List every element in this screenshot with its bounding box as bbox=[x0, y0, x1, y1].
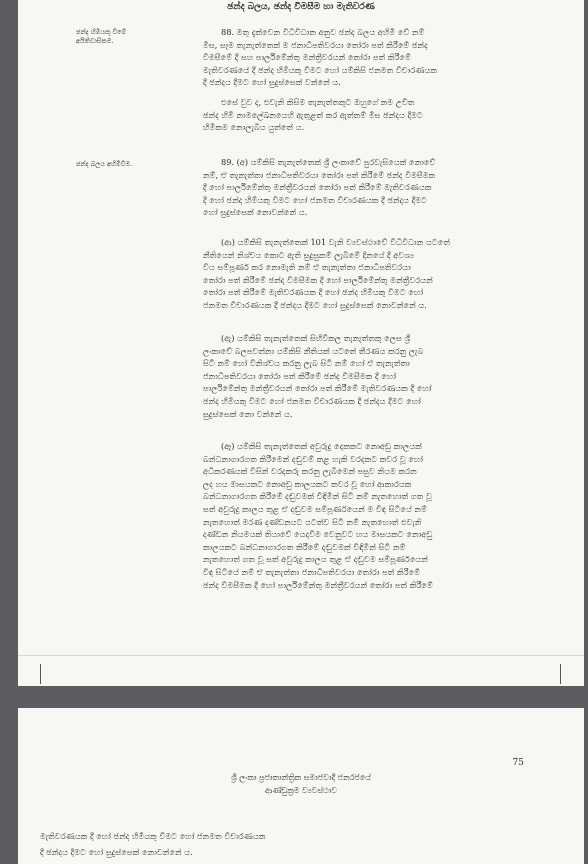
constitution-title-line1: ශ්‍රී ලංකා ප්‍රජාතාන්ත්‍රික සමාජවාදී ජනරජයේ bbox=[230, 773, 372, 782]
running-header: ඡන්ද බලය, ඡන්ද විමසීම හා මැතිවරණ bbox=[227, 2, 375, 12]
text-line: හෝ සුදුස්සෙක් නොවන්නේ ය. bbox=[203, 207, 308, 218]
text-line: හිමිකම නොලැබිය යුත්තේ ය. bbox=[203, 122, 305, 133]
text-line: බන්ධනාගාරගත කිරීමේ දඬුවමක් විඳිමින් සිටී නම් නැතහොත් ගත වූ bbox=[203, 491, 432, 502]
text-line: බන්ධනාගාරගත කිරීමෙන් දඬුවම් කළ හැකි වරදකට කවර වූ හෝ bbox=[203, 453, 423, 464]
continued-text-line1: මැතිවරණයක දී හෝ ඡන්ද හිමියකු වීමට හෝ ජනමත විචාරණයක bbox=[40, 831, 266, 841]
page-number: 75 bbox=[512, 758, 524, 768]
text-line: ලද හය මාසයකට නොඅඩු කාලයකට කවර වූ හෝ ආකාරයක bbox=[203, 478, 412, 489]
continued-text-line2: දී ඡන්දය දීමට හෝ සුදුස්සෙක් නොවන්නේ ය. bbox=[40, 847, 193, 857]
text-line: ලංකාවේ බලපවත්නා යම්කිසි නීතියක් යටතේ තීරණය කරනු ලැබ bbox=[203, 345, 424, 356]
text-line: විඳ සිටියේ නම් ඒ තැනැත්තා ජනාධිපතිවරයා තෝරා පත් කිරීමේ bbox=[203, 566, 420, 577]
text-line: සත් අවුරුදු කාලය තුළ ඒ දඬුවම සම්පූර්ණයෙන් ම විඳ සිටියේ නම් bbox=[203, 503, 427, 514]
crop-mark bbox=[560, 664, 561, 684]
text-line: (ඈ) යම්කිසි තැනැත්තෙක් අවුරුදු දෙකකට නොඅඩු කාලයක් bbox=[221, 441, 422, 451]
text-line: සුදුස්සෙක් නො වන්නේ ය. bbox=[203, 408, 293, 419]
text-line: විමසීමේ දී සහ පාර්ලිමේන්තු මන්ත්‍රීවරයන් තෝරා පත් කිරීමේ bbox=[203, 52, 411, 63]
text-line: දී ඡන්දය දීමට හෝ සුදුස්සෙක් වන්නේ ය. bbox=[203, 77, 341, 88]
text-line: නීතියෙන් නිශ්චය කොට ඇති සුදුසුකම් ලැබීමේ දිනයේ දී අවශ්‍ය bbox=[203, 249, 415, 260]
paragraph-89-aee bbox=[203, 440, 538, 591]
document-page-1 bbox=[18, 0, 584, 686]
text-line: ඡන්ද හිමි නාමලේඛනයෙහි ඇතුළත් කර ඇත්තම් මිස ඡන්දය දීමට bbox=[203, 109, 423, 120]
text-line: දණ්ඩන නියමයක් තියාවේ යෙදවීම වෙනුවට හය මාසයකට නොඅඩු bbox=[203, 529, 433, 540]
margin-note-right-to-vote: ඡන්ද හිමියකු වීමේ අයිතිවාසිකම. bbox=[76, 28, 127, 45]
text-line: නැතහොත් ගත වූ සත් අවුරුදු කාලය තුළ ඒ දඬුවම සම්පූර්ණයෙන් bbox=[203, 554, 428, 565]
text-line: විය සම්පූර්ණ කර නොමැති නම් ඒ තැනැත්තා ජනාධිපතිවරයා bbox=[203, 262, 411, 273]
text-line: දී හෝ පාර්ලිමේන්තු මන්ත්‍රීවරයන් තෝරා පත් කිරීමේ මැතිවරණයක bbox=[203, 182, 432, 193]
text-line: එසේ වුව ද, එවැනි කිසිම තැනැත්තකුට ඔහුගේ නම උචිත bbox=[221, 97, 415, 107]
paragraph-88-proviso bbox=[203, 96, 538, 134]
text-line: කාලයකට බන්ධනාගාරගත කිරීමේ දඬුවමක් විඳිමින් සිටී නම් bbox=[203, 541, 406, 552]
margin-note-disqualification: ඡන්ද බලය අහිමිවීම. bbox=[76, 160, 133, 168]
text-line: මැතිවරණයේ දී ඡන්ද හිමියකු වීමට හෝ යම්කිසි ජනමත විචාරණයක bbox=[203, 64, 438, 75]
text-line: සිටී නම් හෝ විනිශ්චය කරනු ලැබ සිටී නම් හෝ ඒ තැනැත්තා bbox=[203, 358, 410, 369]
paragraph-88 bbox=[203, 26, 538, 89]
text-line: මිස, සෑම තැනැත්තෙක් ම ජනාධිපතිවරයා තෝරා පත් කිරීමේ ඡන්ද bbox=[203, 39, 428, 50]
paragraph-89-aa bbox=[203, 236, 538, 312]
text-line: නැතහොත් මරණ දණ්ඩනයට යටත්ව සිටී නම් නැතහොත් එවැනි bbox=[203, 516, 422, 527]
text-line: ඡන්ද විමසීමක දී හෝ පාර්ලිමේන්තු මන්ත්‍රීවරයන් තෝරා පත් කිරීමේ bbox=[203, 579, 433, 590]
page-divider bbox=[18, 655, 584, 656]
text-line: නම්, ඒ තැනැත්තා ජනාධිපතිවරයා තෝරා පත් කිරීමේ ඡන්ද විමසීමක bbox=[203, 169, 436, 180]
paragraph-89-ae bbox=[203, 332, 538, 420]
text-line: (ආ) යම්කිසි තැනැත්තෙක් 101 වැනි ව්‍යවස්ථාවේ විධිවිධාන යටතේ bbox=[221, 237, 450, 247]
text-line: තෝරා පත් කිරීමේ මැතිවරණයක දී හෝ ඡන්ද හිමියකු වීමට හෝ bbox=[203, 287, 424, 298]
text-line: දී හෝ ඡන්ද හිමියකු වීමට හෝ ජනමත විචාරණයක දී ඡන්දය දීමට bbox=[203, 194, 428, 205]
text-line: ඡන්ද හිමියකු වීමට හෝ ජනමත විචාරණයක දී ඡන්දය දීමට හෝ bbox=[203, 395, 421, 406]
text-line: අධිකරණයක් විසින් වරදකරු කරනු ලැබීමෙන් පසුව නියම කරන bbox=[203, 466, 417, 477]
text-line: තෝරා පත් කිරීමේ ඡන්ද විමසීමක දී හෝ පාර්ලිමේන්තු මන්ත්‍රීවරයන් bbox=[203, 274, 433, 285]
text-line: ජනමත විචාරණයක දී ඡන්දය දීමට හෝ සුදුස්සෙක් නොවන්නේ ය. bbox=[203, 299, 427, 310]
constitution-title-line2: ආණ්ඩුක්‍රම ව්‍යවස්ථාව bbox=[264, 786, 338, 795]
crop-mark bbox=[40, 664, 41, 684]
text-line: (ඇ) යම්කිසි තැනැත්තෙක් සිහිවිකල තැනැත්තකු ලෙස ශ්‍රී bbox=[221, 333, 411, 343]
text-line: ජනාධිපතිවරයා තෝරා පත් කිරීමේ ඡන්ද විමසීමක දී හෝ bbox=[203, 370, 396, 381]
paragraph-89-a bbox=[203, 156, 538, 219]
text-line: පාර්ලිමේන්තු මන්ත්‍රීවරයන් තෝරා පත් කිරීමේ මැතිවරණයක දී හෝ bbox=[203, 383, 432, 394]
text-line: 89. (අ) යම්කිසි තැනැත්තෙක් ශ්‍රී ලංකාවේ පුරවැසියෙක් නොවේ bbox=[221, 157, 436, 167]
text-line: 88. මතු දැක්වෙන විධිවිධාන අනුව ඡන්ද බලය අහිමි වේ නම් bbox=[221, 27, 425, 37]
document-page-2 bbox=[18, 708, 584, 864]
